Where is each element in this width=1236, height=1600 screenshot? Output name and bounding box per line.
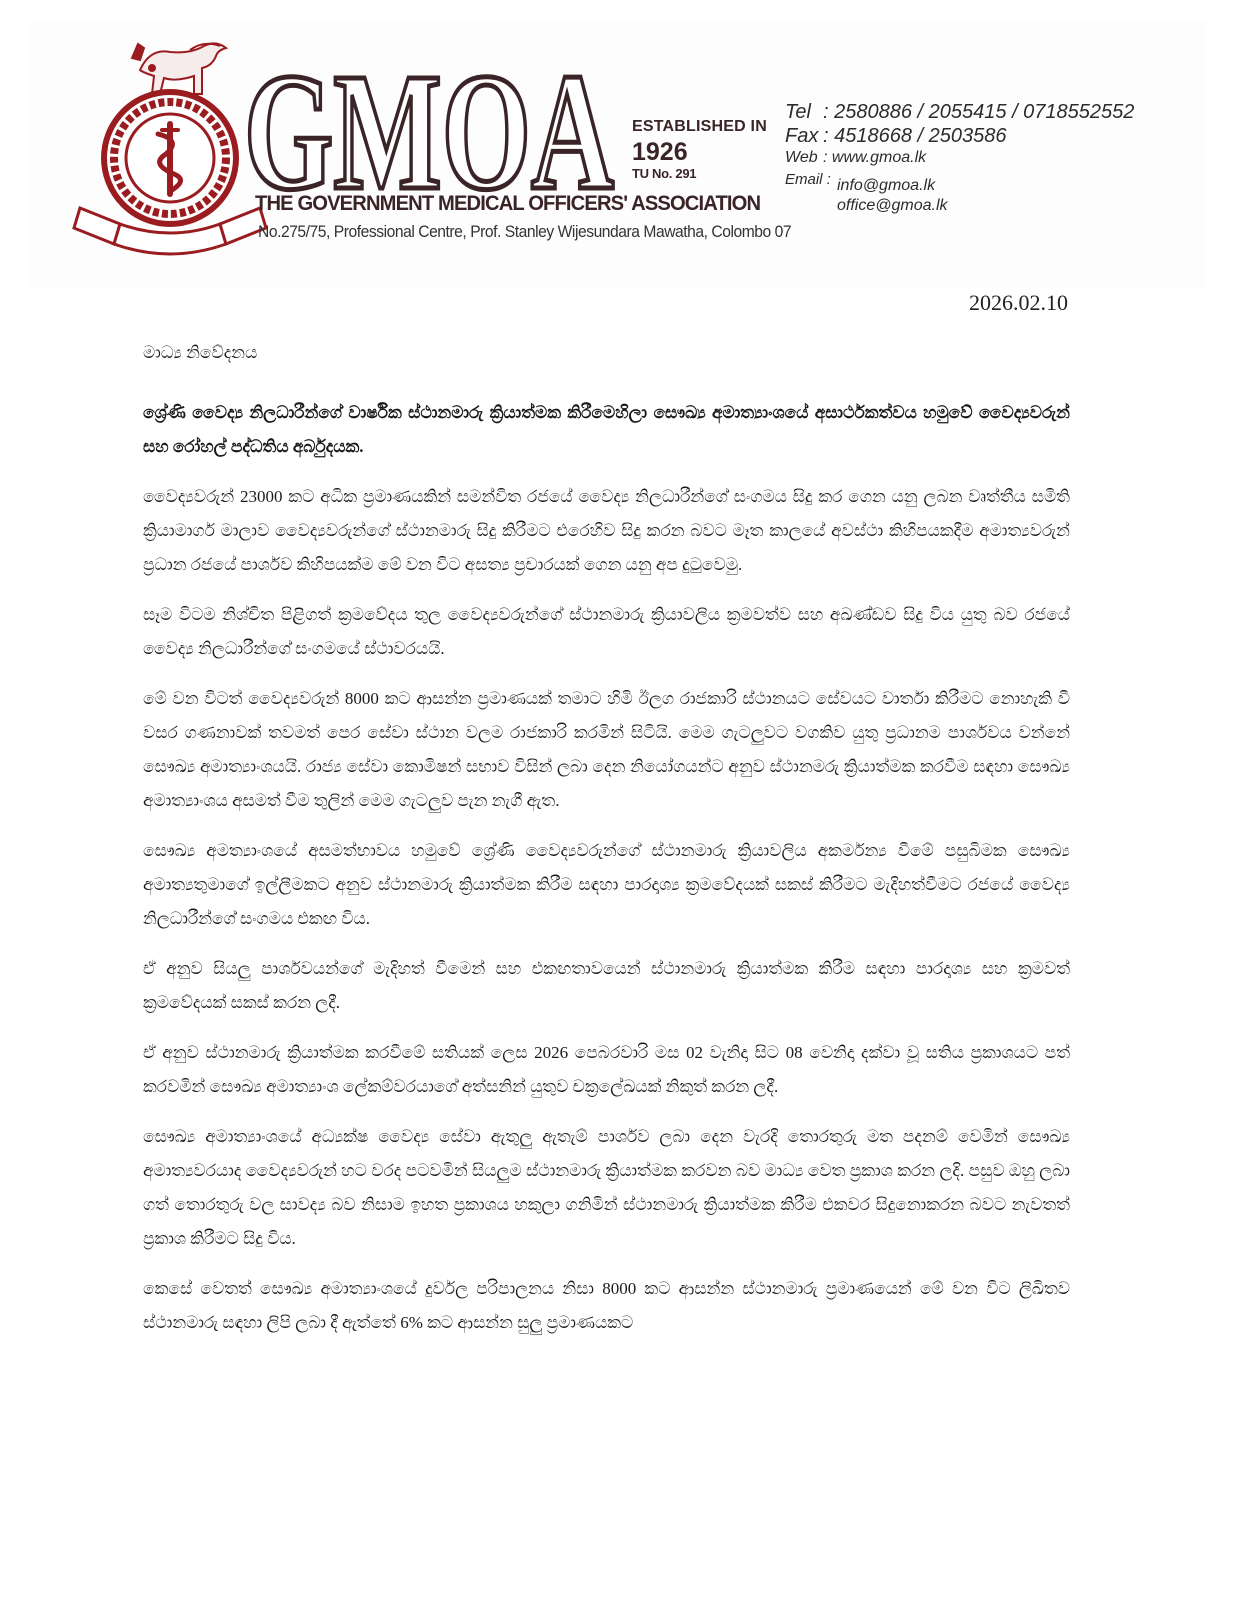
established-block — [632, 118, 767, 181]
svg-text:GMOA: GMOA — [244, 58, 614, 198]
document-body — [143, 338, 1070, 1356]
web-link[interactable]: : www.gmoa.lk — [823, 149, 927, 166]
paragraph: සෞඛ්‍ය අමත්‍යාංශයේ අසමත්භාවය හමුවේ ශ්‍රේණි වෛද්‍යවරුන්ගේ ස්ථානමාරු ක්‍රියාවලිය අකර්මන්‍ය වීමේ පසුබිමක සෞඛ්‍ය අමාත්‍යතුමාගේ ඉල්ලීමකට අනුව ස්ථානමාරු ක්‍රියාත්මක කිරීම සඳහා පාරදෘශ්‍ය ක්‍රමවේදයක් සකස් කිරීමට මැදිහත්වීමට රජයේ වෛද්‍ය නිලධාරීන්ගේ සංගමය එකඟ විය. — [143, 841, 1070, 928]
lion-icon — [132, 43, 226, 94]
contact-tel-row — [785, 100, 1134, 124]
trade-union-number: TU No. 291 — [632, 166, 697, 181]
paragraph: සෞඛ්‍ය අමාත්‍යාංශයේ අධ්‍යක්ෂ වෛද්‍ය සේවා ඇතුලු ඇතැම් පාර්ශව ලබා දෙන වැරදි තොරතුරු මත පදනම් වෙමින් සෞඛ්‍ය අමාත්‍යවරයාද වෛද්‍යවරුන් හට වරද පටවමින් සියලුම ස්ථානමාරු ක්‍රියාත්මක කරවන බව මාධ්‍ය වෙත ප්‍රකාශ කරන ලදි. පසුව ඔහු ලබා ගත් තොරතුරු වල සාවද්‍ය බව නිසාම ඉහත ප්‍රකාශය හකුලා ගනිමින් ස්ථානමාරු ක්‍රියාත්මක කිරීම එකවර සිදුනොකරන බවට නැවතත් ප්‍රකාශ කිරීමට සිදු විය. — [143, 1127, 1070, 1248]
web-label: Web — [785, 149, 818, 166]
tel-value: : 2580886 / 2055415 / 0718552552 — [823, 101, 1135, 123]
email-link-info[interactable]: info@gmoa.lk — [837, 177, 936, 194]
paragraph: ඒ අනුව සියලු පාර්ශවයන්ගේ මැදිහත් වීමෙන් සහ එකඟතාවයෙන් ස්ථානමාරු ක්‍රියාත්මක කිරීම සඳහා පාරදෘශ්‍ය සහ ක්‍රමවත් ක්‍රමවේදයක් සකස් කරන ලදී. — [143, 959, 1070, 1012]
crest-ribbon — [74, 208, 266, 254]
organization-name: THE GOVERNMENT MEDICAL OFFICERS' ASSOCIATION — [255, 192, 761, 215]
organization-address: No.275/75, Professional Centre, Prof. Stanley Wijesundara Mawatha, Colombo 07 — [258, 222, 792, 241]
document-type: මාධ්‍ය නිවේදනය — [143, 343, 258, 362]
fax-label: Fax — [785, 125, 819, 147]
contact-fax-row — [785, 124, 1134, 148]
established-label: ESTABLISHED IN — [632, 118, 767, 135]
gmoa-wordmark — [242, 58, 622, 198]
document-headline: ශ්‍රේණි වෛද්‍ය නිලධාරීන්ගේ වාර්ෂික ස්ථානමාරු ක්‍රියාත්මක කිරීමෙහිලා සෞඛ්‍ය අමාත්‍යාංශයේ අසාර්ථකත්වය හමුවේ වෛද්‍යවරුන් සහ රෝහල් පද්ධතිය අර්බුදයක. — [143, 403, 1070, 456]
paragraph: මේ වන විටත් වෛද්‍යවරුන් 8000 කට ආසන්න ප්‍රමාණයක් තමාට හිමි ඊලග රාජකාරි ස්ථානයට සේවයට වාර්තා කිරීමට නොහැකි වී වසර ගණනාවක් තවමත් පෙර සේවා ස්ථාන වලම රාජකාරි කරමින් සිටියි. මෙම ගැටලුවට වගකිව යුතු ප්‍රධානම පාර්ශවය වන්නේ සෞඛ්‍ය අමාත්‍යාංශයයි. රාජ්‍ය සේවා කොමිෂන් සභාව විසින් ලබා දෙන නියෝගයන්ට අනුව ස්ථානමරු ක්‍රියාත්මක කරවීම සඳහා සෞඛ්‍ය අමාත්‍යාංශය අසමත් වීම තුලින් මෙම ගැටලුව පැන නැගී ඇත. — [143, 689, 1070, 810]
established-year: 1926 — [632, 138, 688, 166]
paragraph: සෑම විටම නිශ්චිත පිළිගත් ක්‍රමවේදය තුල වෛද්‍යවරුන්ගේ ස්ථානමාරු ක්‍රියාවලිය ක්‍රමවත්ව සහ අඛණ්ඩව සිදු විය යුතු බව රජයේ වෛද්‍ය නිලධාරීන්ගේ සංගමයේ ස්ථාවරයයි. — [143, 605, 1070, 658]
tel-label: Tel — [785, 101, 811, 123]
email-link-office[interactable]: office@gmoa.lk — [837, 197, 948, 214]
email-label: Email : — [785, 171, 831, 188]
paragraph: කෙසේ වෙතත් සෞඛ්‍ය අමාත්‍යාංශයේ දුර්වල පරිපාලනය නිසා 8000 කට ආසන්න ස්ථානමාරු ප්‍රමාණයෙන් මේ වන විට ලිඛිතව ස්ථානමාරු සඳහා ලිපි ලබා දී ඇත්තේ 6% කට ආසන්න සුලු ප්‍රමාණයකට — [143, 1279, 1070, 1332]
paragraph: ඒ අනුව ස්ථානමාරු ක්‍රියාත්මක කරවීමේ සතියක් ලෙස 2026 පෙබරවාරි මස 02 වැනිදා සිට 08 වෙනිදා දක්වා වූ සතිය ප්‍රකාශයට පත් කරවමින් සෞඛ්‍ය අමාත්‍යාංශ ලේකම්වරයාගේ අත්සනින් යුතුව චක්‍රලේඛයක් නිකුත් කරන ලදී. — [143, 1043, 1070, 1096]
contact-block — [785, 100, 1134, 216]
fax-value: : 4518668 / 2503586 — [823, 125, 1007, 147]
paragraph: වෛද්‍යවරුන් 23000 කට අධික ප්‍රමාණයකින් සමන්විත රජයේ වෛද්‍ය නිලධාරීන්ගේ සංගමය සිදු කර ගෙන යනු ලබන වෘත්තීය සමිති ක්‍රියාමාර්ග මාලාව වෛද්‍යවරුන්ගේ ස්ථානමාරු සිදු කිරීමට එරෙහිව සිදු කරන බවට මෑත කාලයේ අවස්ථා කිහිපයකදීම අමාත්‍යවරුන් ප්‍රධාන රජයේ පාර්ශව කිහිපයක්ම මේ වන විට අසත්‍ය ප්‍රචාරයක් ගෙන යනු අප දුටුවෙමු. — [143, 487, 1070, 574]
document-date: 2026.02.10 — [969, 290, 1068, 315]
contact-web-row — [785, 148, 1134, 168]
contact-email-row — [785, 170, 1134, 216]
gmoa-crest-logo — [70, 30, 270, 260]
